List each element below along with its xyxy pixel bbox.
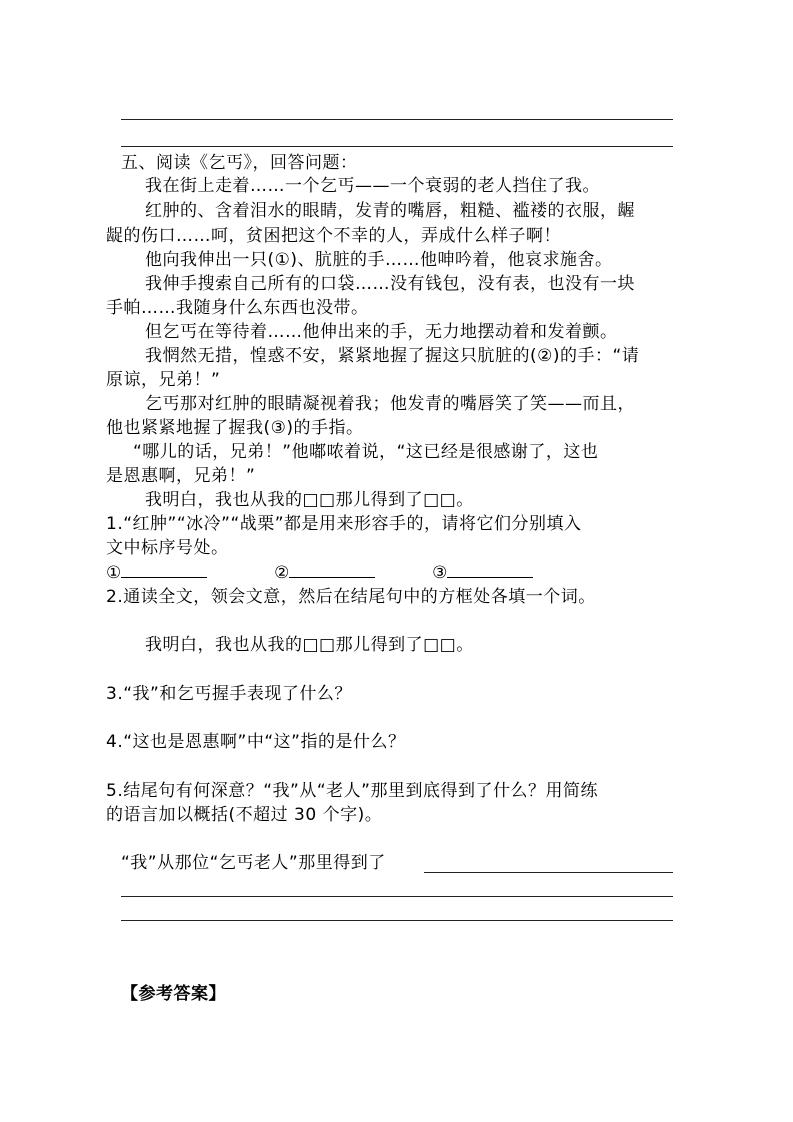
question-4-text: 4.“这也是恩惠啊”中“这”指的是什么？: [106, 732, 406, 752]
blank-line[interactable]: [447, 563, 533, 578]
passage-line: 红肿的、含着泪水的眼睛，发青的嘴唇，粗糙、褴褛的衣服，龌: [145, 201, 635, 221]
answer-line: [121, 146, 673, 147]
question-5-prompt: “我”从那位“乞丐老人”那里得到了: [121, 853, 386, 873]
blank-marker: ②: [274, 563, 290, 583]
question-3-text: 3.“我”和乞丐握手表现了什么？: [106, 684, 352, 704]
question-1-blanks: [106, 563, 533, 583]
answer-line: [121, 119, 673, 120]
blank-marker: ③: [432, 563, 448, 583]
answer-line[interactable]: [424, 872, 673, 873]
passage-line: 龊的伤口……呵，贫困把这个不幸的人，弄成什么样子啊！: [106, 226, 561, 246]
section-title: 五、阅读《乞丐》，回答问题：: [121, 153, 358, 173]
blank-line[interactable]: [121, 563, 207, 578]
passage-line: 手帕……我随身什么东西也没带。: [106, 298, 369, 318]
question-5-text: 5.结尾句有何深意？“我”从“老人”那里到底得到了什么？用简练: [106, 781, 598, 801]
question-5-text: 的语言加以概括(不超过 30 个字)。: [106, 805, 383, 825]
question-2-text: 2.通读全文，领会文意，然后在结尾句中的方框处各填一个词。: [106, 587, 596, 607]
answer-line[interactable]: [121, 896, 673, 897]
answer-heading: 【参考答案】: [121, 984, 226, 1004]
answer-line[interactable]: [121, 920, 673, 921]
passage-line: “哪儿的话，兄弟！”他嘟哝着说，“这已经是很感谢了，这也: [133, 442, 599, 462]
question-2-sentence: 我明白，我也从我的□□那儿得到了□□。: [145, 635, 474, 655]
passage-line: 我伸手搜索自己所有的口袋……没有钱包，没有表，也没有一块: [145, 274, 635, 294]
passage-line: 我明白，我也从我的□□那儿得到了□□。: [145, 490, 474, 510]
passage-line: 他向我伸出一只(①)、肮脏的手……他呻吟着，他哀求施舍。: [145, 250, 613, 270]
passage-line: 我在街上走着……一个乞丐——一个衰弱的老人挡住了我。: [145, 176, 600, 196]
question-1-text: 文中标序号处。: [106, 538, 229, 558]
passage-line: 我惘然无措，惶惑不安，紧紧地握了握这只肮脏的(②)的手：“请: [145, 346, 640, 366]
passage-line: 是恩惠啊，兄弟！”: [106, 466, 256, 486]
passage-line: 他也紧紧地握了握我(③)的手指。: [106, 418, 364, 438]
question-1-text: 1.“红肿”“冰冷”“战栗”都是用来形容手的，请将它们分别填入: [106, 514, 582, 534]
passage-line: 乞丐那对红肿的眼睛凝视着我；他发青的嘴唇笑了笑——而且，: [145, 394, 635, 414]
blank-line[interactable]: [289, 563, 375, 578]
passage-line: 原谅，兄弟！”: [106, 370, 221, 390]
blank-marker: ①: [106, 563, 122, 583]
passage-line: 但乞丐在等待着……他伸出来的手，无力地摆动着和发着颤。: [145, 322, 618, 342]
